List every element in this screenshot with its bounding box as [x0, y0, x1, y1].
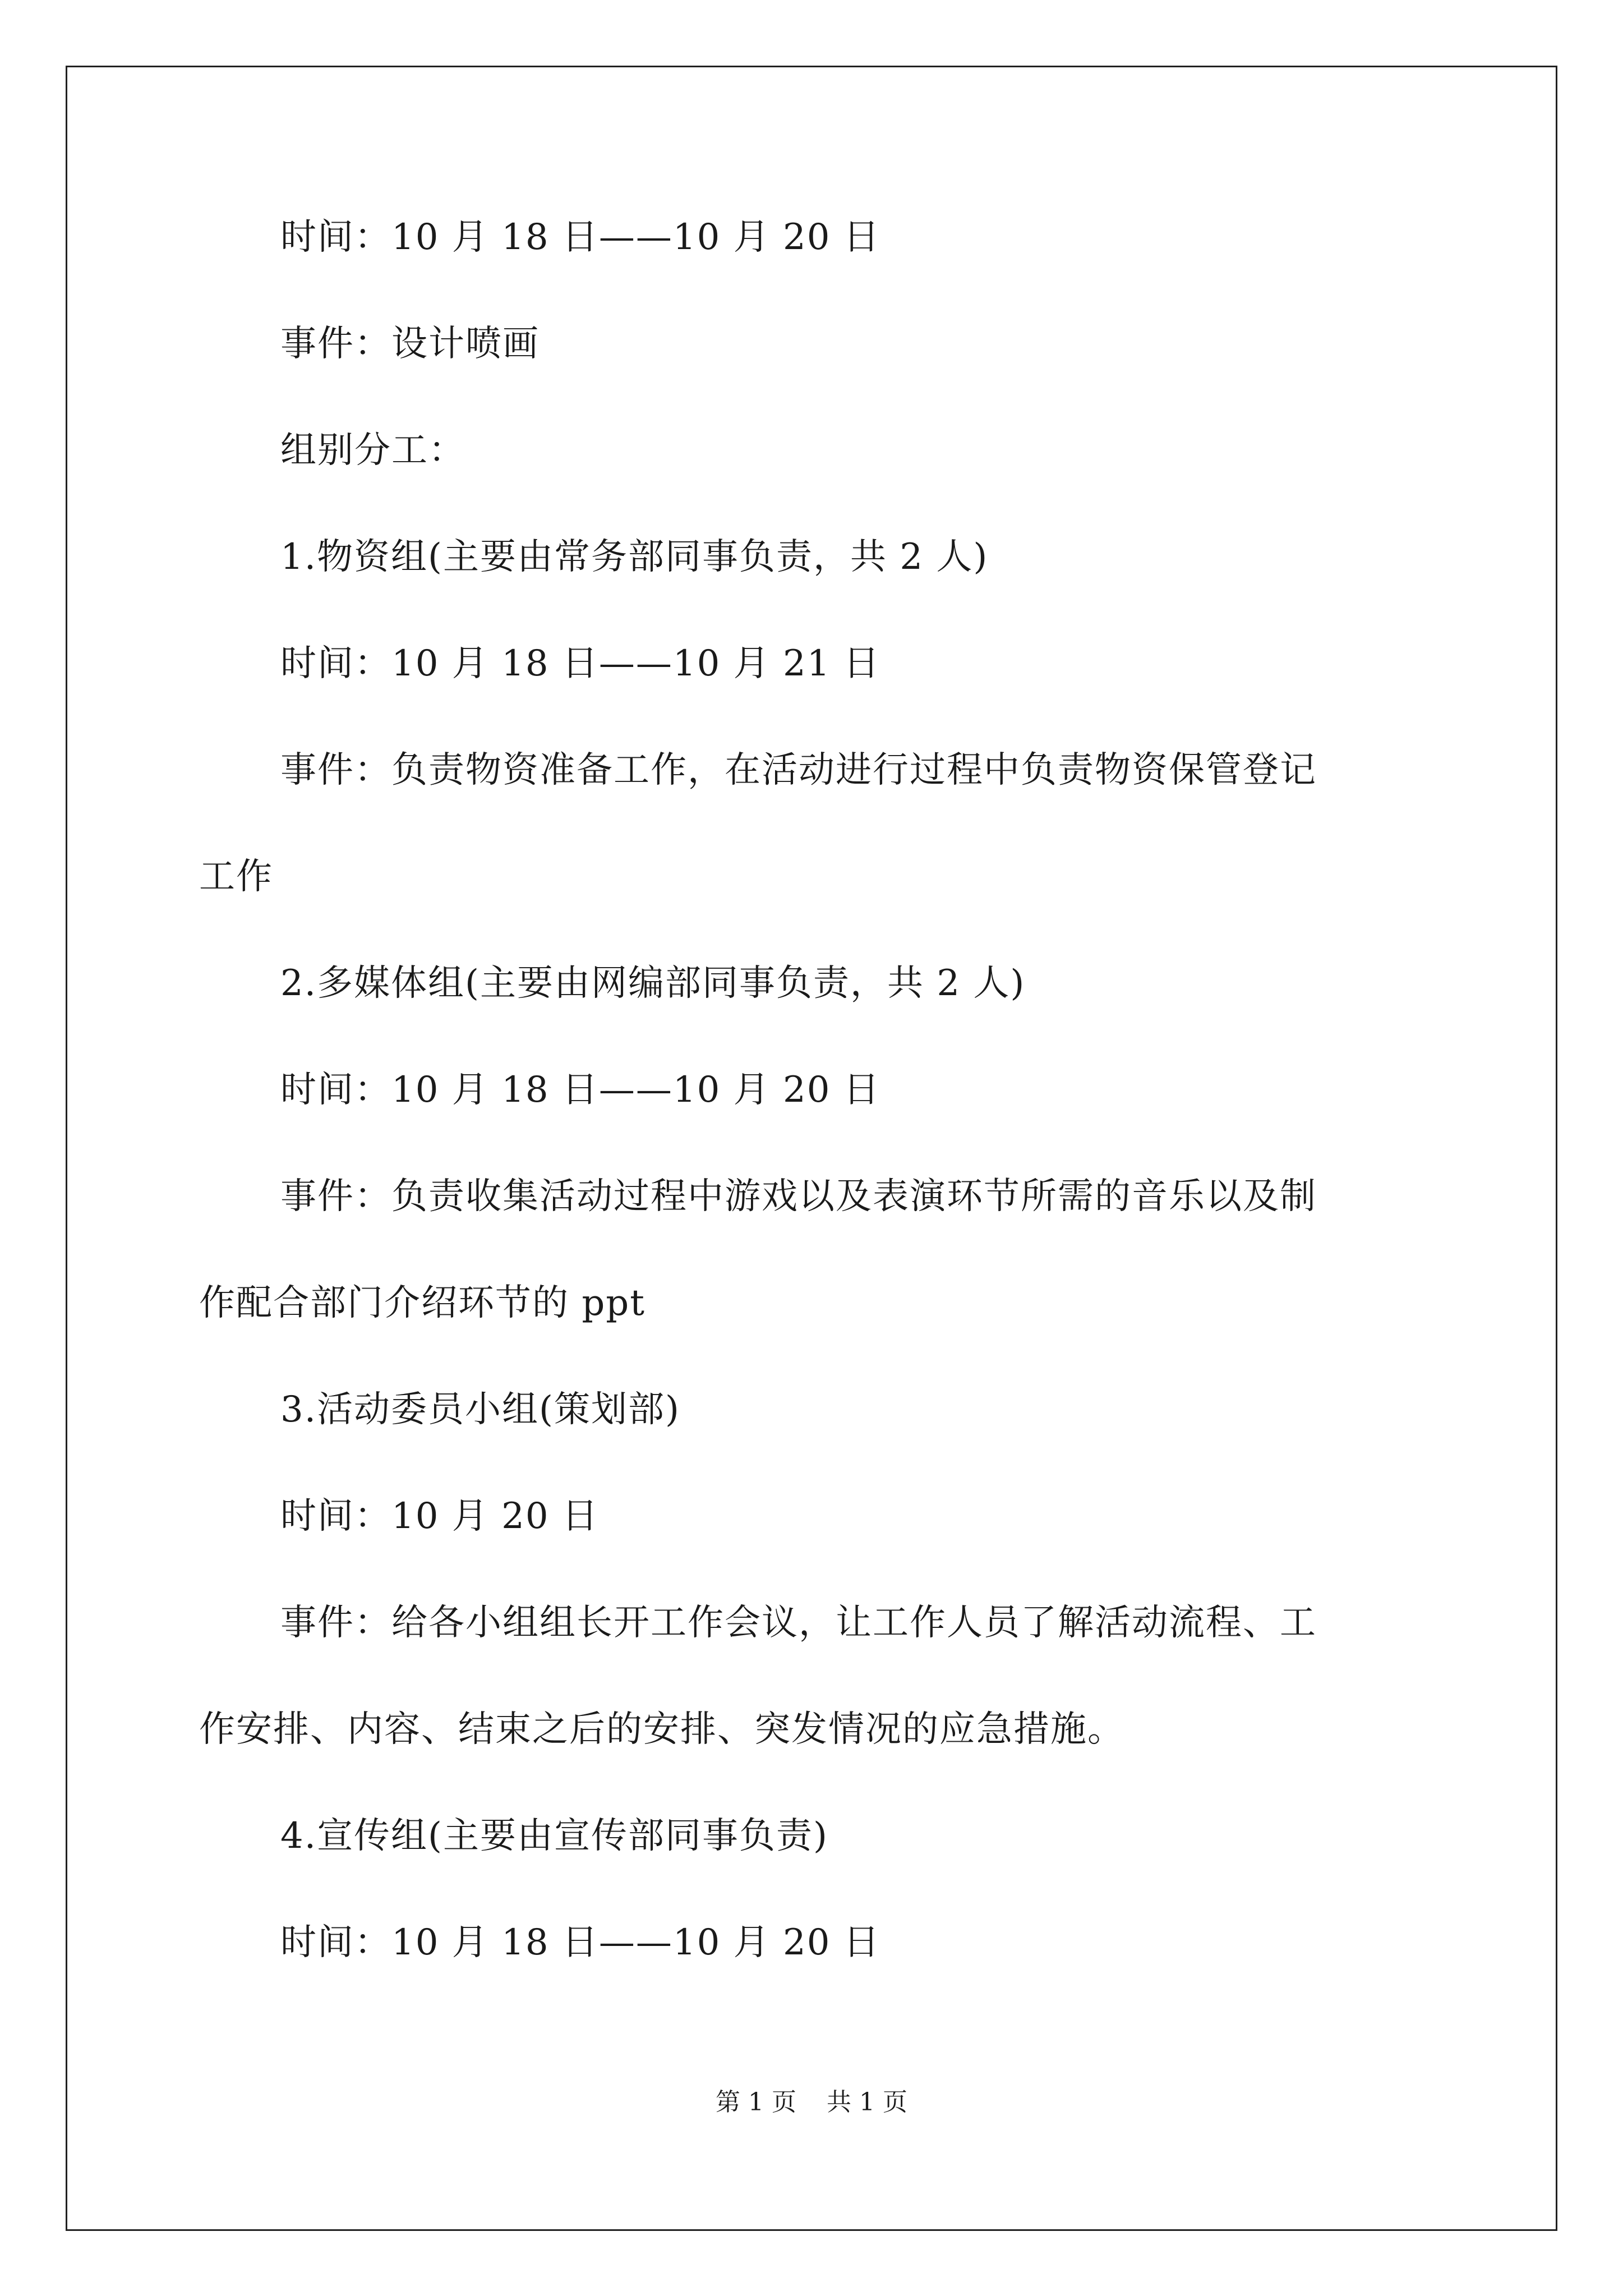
text-line: 事件：负责收集活动过程中游戏以及表演环节所需的音乐以及制 [280, 1176, 1317, 1217]
text-line: 事件：负责物资准备工作，在活动进行过程中负责物资保管登记 [280, 749, 1317, 791]
page-footer [0, 2087, 1623, 2118]
text-line: 工作 [199, 856, 273, 898]
text-line: 事件：设计喷画 [280, 323, 540, 365]
text-line: 时间：10 月 18 日——10 月 20 日 [280, 1069, 880, 1111]
document-body [199, 216, 1444, 1964]
text-line: 时间：10 月 18 日——10 月 20 日 [280, 217, 880, 258]
text-line: 时间：10 月 18 日——10 月 21 日 [280, 643, 880, 684]
page-total: 共 1 页 [827, 2088, 907, 2116]
text-line: 组别分工： [280, 430, 465, 471]
text-line: 时间：10 月 18 日——10 月 20 日 [280, 1922, 880, 1963]
text-line: 2.多媒体组(主要由网编部同事负责，共 2 人) [280, 963, 1026, 1004]
page-number: 第 1 页 [716, 2088, 796, 2116]
text-line: 事件：给各小组组长开工作会议，让工作人员了解活动流程、工 [280, 1602, 1317, 1644]
text-line: 4.宣传组(主要由宣传部同事负责) [280, 1815, 828, 1857]
text-line: 作配合部门介绍环节的 ppt [199, 1282, 645, 1324]
text-line: 1.物资组(主要由常务部同事负责，共 2 人) [280, 536, 989, 578]
text-line: 时间：10 月 20 日 [280, 1496, 599, 1537]
text-line: 作安排、内容、结束之后的安排、突发情况的应急措施。 [199, 1709, 1124, 1750]
text-line: 3.活动委员小组(策划部) [280, 1389, 680, 1430]
